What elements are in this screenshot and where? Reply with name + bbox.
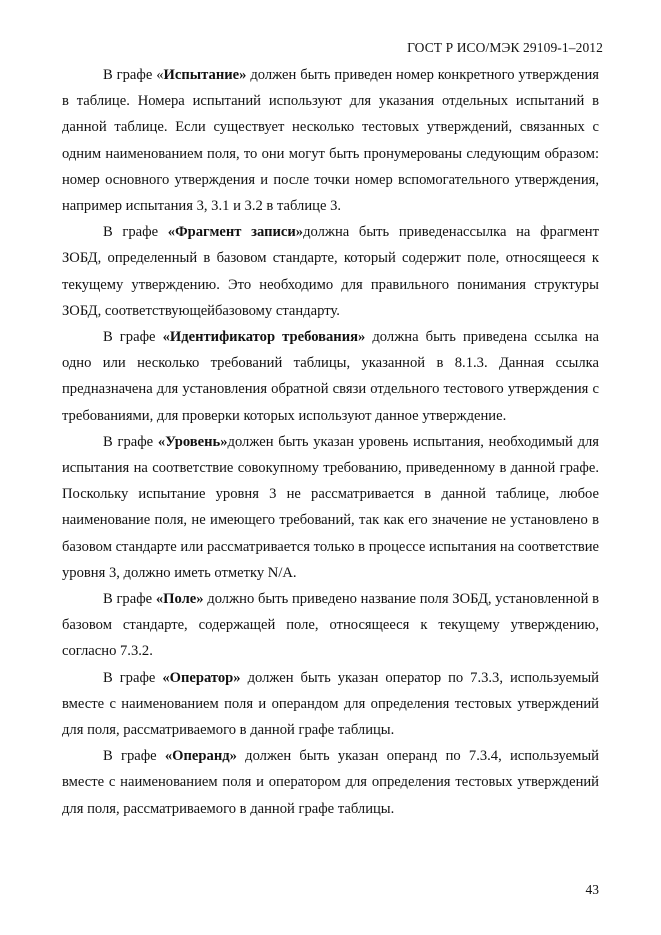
paragraph-term: «Поле» [155,591,204,608]
document-header [407,40,603,56]
paragraph-term: «Операнд» [164,748,237,765]
paragraph-term: «Фрагмент записи» [167,224,304,241]
paragraph-test [62,62,599,219]
paragraph-level [62,429,599,586]
paragraph-lead: В графе [103,329,163,346]
paragraph-operator [62,665,599,744]
paragraph-text: должен быть приведен номер конкретного утверждения в таблице. Номера испытаний используют для указания отдельных испытаний в данной таблице. Если существует несколько тестовых утверждений, связанных с одним наименованием поля, то они могут быть пронумерованы следующим образом: номер основного утверждения и после точки номер вспомогательного утверждения, например испытания 3, 3.1 и 3.2 в таблице 3. [62,67,599,215]
paragraph-lead: В графе [103,591,156,608]
paragraph-lead: В графе [103,224,168,241]
paragraph-requirement-id [62,324,599,429]
paragraph-lead: В графе « [103,67,164,83]
paragraph-term: «Оператор» [162,669,241,686]
paragraph-record-fragment [62,219,599,324]
paragraph-lead: В графе [103,748,165,765]
paragraph-text: должен быть указан уровень испытания, необходимый для испытания на соответствие совокупному требованию, приведенному в данной графе. Поскольку испытание уровня 3 не рассматривается в данной таблице, любое наименование поля, не имеющего требований, так как его значение не установлено в базовом стандарте или рассматривается только в процессе испытания на соответствие уровня 3, должно иметь отметку N/A. [62,433,599,581]
paragraph-lead: В графе [103,669,163,686]
paragraph-term: «Уровень» [157,433,228,450]
page-body [62,62,599,822]
paragraph-text: должно быть приведено название поля ЗОБД, установленной в базовом стандарте, содержащей поле, относящееся к текущему утверждению, согласно 7.3.2. [62,591,599,660]
standard-designation: ГОСТ Р ИСО/МЭК 29109-1–2012 [407,40,603,55]
paragraph-operand [62,743,599,822]
paragraph-term: «Идентификатор требования» [162,329,366,346]
paragraph-field [62,586,599,665]
page-number: 43 [585,882,599,897]
paragraph-term: Испытание» [163,67,247,83]
paragraph-text: должен быть указан операнд по 7.3.4, используемый вместе с наименованием поля и оператором для определения тестовых утверждений для поля, рассматриваемого в данной графе таблицы. [62,748,599,817]
paragraph-text: должна быть приведена ссылка на одно или несколько требований таблицы, указанной в 8.1.3. Данная ссылка предназначена для установления обратной связи отдельного тестового утверждения с требованиями, для проверки которых используют данное утверждение. [62,329,599,424]
paragraph-lead: В графе [103,433,158,450]
paragraph-text: должна быть приведенассылка на фрагмент ЗОБД, определенный в базовом стандарте, который содержит поле, относящееся к текущему утверждению. Это необходимо для правильного понимания структуры ЗОБД, соответствующейбазовому стандарту. [62,224,599,319]
paragraph-text: должен быть указан оператор по 7.3.3, используемый вместе с наименованием поля и операндом для определения тестовых утверждений для поля, рассматриваемого в данной графе таблицы. [62,669,599,739]
